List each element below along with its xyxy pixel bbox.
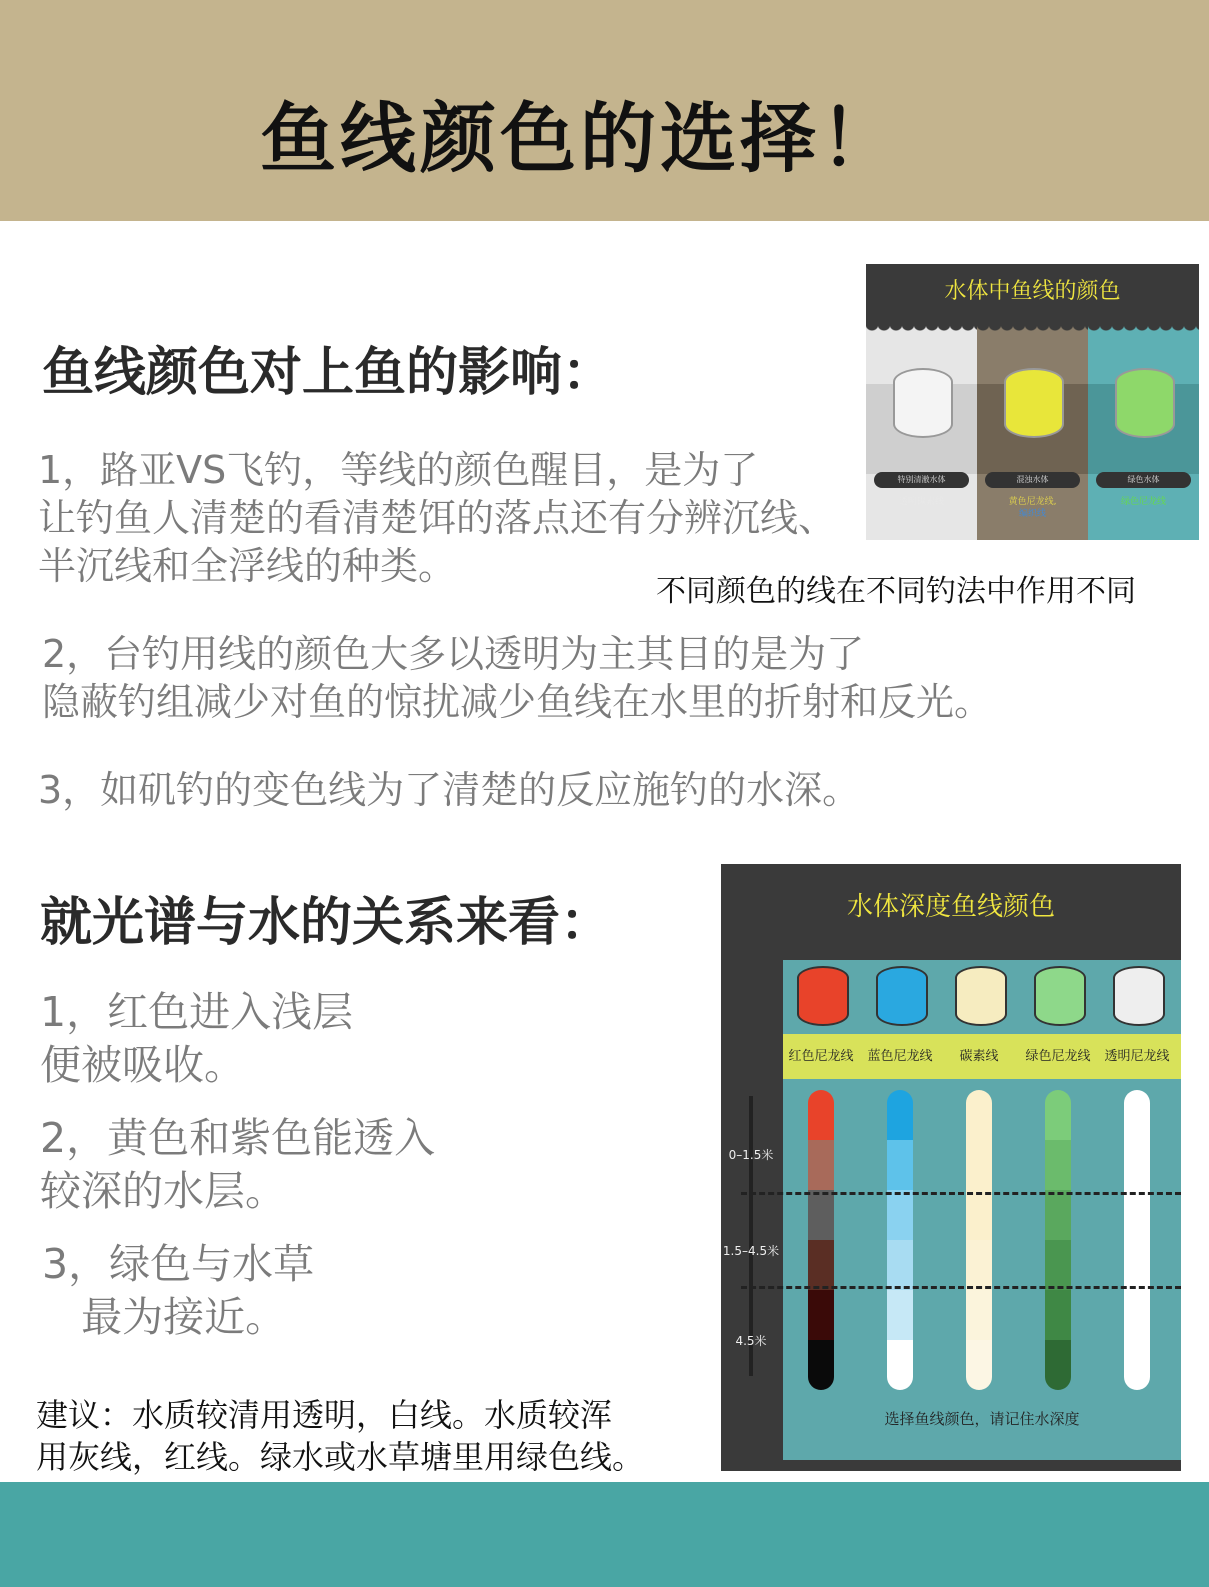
tube-segment: [887, 1090, 913, 1140]
line-label: 透明尼龙线: [1104, 1049, 1170, 1064]
page-title: 鱼线颜色的选择！: [260, 94, 900, 183]
line-type-label: 绿色尼龙线: [1120, 497, 1166, 507]
panel2-title: 水体深度鱼线颜色: [846, 892, 1055, 922]
tube-segment: [887, 1140, 913, 1190]
spool-icon: [955, 966, 1007, 1026]
line-label: 绿色尼龙线: [1025, 1049, 1091, 1064]
section2-paragraph-2: 2，黄色和紫色能透入 较深的水层。: [40, 1114, 436, 1215]
depth-label-1: 0–1.5米: [728, 1148, 774, 1162]
tube-segment: [808, 1140, 834, 1190]
color-tube: [808, 1090, 834, 1390]
water-wave: [866, 324, 977, 334]
section2-heading: 就光谱与水的关系来看：: [40, 893, 613, 953]
water-wave: [977, 324, 1088, 334]
tube-segment: [1124, 1290, 1150, 1340]
tube-segment: [966, 1140, 992, 1190]
spool-icon: [1113, 966, 1165, 1026]
tube-segment: [1045, 1190, 1071, 1240]
tube-segment: [887, 1290, 913, 1340]
tube-segment: [966, 1190, 992, 1240]
color-tube: [1045, 1090, 1071, 1390]
tube-segment: [1124, 1090, 1150, 1140]
tube-segment: [1124, 1140, 1150, 1190]
tube-segment: [887, 1340, 913, 1390]
tube-segment: [1045, 1240, 1071, 1290]
depth-label-2: 1.5–4.5米: [722, 1244, 780, 1258]
panel1-column: [977, 324, 1088, 540]
tube-segment: [808, 1090, 834, 1140]
tube-segment: [966, 1340, 992, 1390]
advice-text: 建议：水质较清用透明，白线。水质较浑 用灰线，红线。绿水或水草塘里用绿色线。: [36, 1396, 645, 1476]
panel2-note: 选择鱼线颜色，请记住水深度: [884, 1410, 1080, 1428]
tube-segment: [808, 1240, 834, 1290]
section1-paragraph-3: 3，如矶钓的变色线为了清楚的反应施钓的水深。: [38, 768, 861, 812]
water-type-pill: 混浊水体: [985, 472, 1080, 488]
line-type-label: 黄色尼龙线, 编织线: [1008, 497, 1057, 519]
tube-segment: [1045, 1290, 1071, 1340]
depth-label-3: 4.5米: [735, 1334, 767, 1348]
spool-icon: [1115, 368, 1175, 438]
tube-segment: [1124, 1340, 1150, 1390]
tube-segment: [1045, 1140, 1071, 1190]
spool-icon: [893, 368, 953, 438]
depth-color-panel: [721, 864, 1181, 1471]
depth-divider-2: [741, 1286, 1181, 1289]
water-wave: [1088, 324, 1199, 334]
panel1-caption: 不同颜色的线在不同钓法中作用不同: [656, 574, 1136, 609]
tube-segment: [1045, 1340, 1071, 1390]
tube-segment: [1124, 1190, 1150, 1240]
line-label: 蓝色尼龙线: [867, 1049, 933, 1064]
tube-segment: [966, 1090, 992, 1140]
section2-paragraph-1: 1，红色进入浅层 便被吸收。: [40, 988, 354, 1089]
line-label: 红色尼龙线: [788, 1049, 854, 1064]
water-color-panel: [866, 264, 1199, 540]
section1-paragraph-1: 1，路亚VS飞钓，等线的颜色醒目，是为了 让钓鱼人清楚的看清楚饵的落点还有分辨沉线、 半沉线和全浮线的种类。: [38, 448, 837, 588]
color-tube: [966, 1090, 992, 1390]
line-type-label: 透明碳素线: [898, 497, 944, 507]
tube-segment: [808, 1290, 834, 1340]
depth-divider-1: [741, 1192, 1181, 1195]
tube-segment: [966, 1290, 992, 1340]
tube-segment: [966, 1240, 992, 1290]
tube-segment: [1045, 1090, 1071, 1140]
spool-icon: [876, 966, 928, 1026]
tube-segment: [1124, 1240, 1150, 1290]
section1-paragraph-2: 2，台钓用线的颜色大多以透明为主其目的是为了 隐蔽钓组减少对鱼的惊扰减少鱼线在水里的折射和反光。: [42, 632, 993, 724]
line-type-label-2: 编织线: [1018, 509, 1046, 519]
line-label: 碳素线: [959, 1049, 999, 1064]
section1-heading: 鱼线颜色对上鱼的影响：: [42, 343, 615, 403]
panel1-column: [866, 324, 977, 540]
section2-paragraph-3: 3，绿色与水草 最为接近。: [42, 1240, 315, 1341]
tube-segment: [887, 1190, 913, 1240]
spool-icon: [797, 966, 849, 1026]
color-tube: [1124, 1090, 1150, 1390]
water-type-pill: 特别清澈水体: [874, 472, 969, 488]
water-type-pill: 绿色水体: [1096, 472, 1191, 488]
panel1-column: [1088, 324, 1199, 540]
footer-banner: [0, 1482, 1209, 1587]
tube-segment: [808, 1190, 834, 1240]
color-tube: [887, 1090, 913, 1390]
spool-icon: [1034, 966, 1086, 1026]
tube-segment: [887, 1240, 913, 1290]
spool-icon: [1004, 368, 1064, 438]
tube-segment: [808, 1340, 834, 1390]
panel1-title: 水体中鱼线的颜色: [944, 279, 1121, 304]
